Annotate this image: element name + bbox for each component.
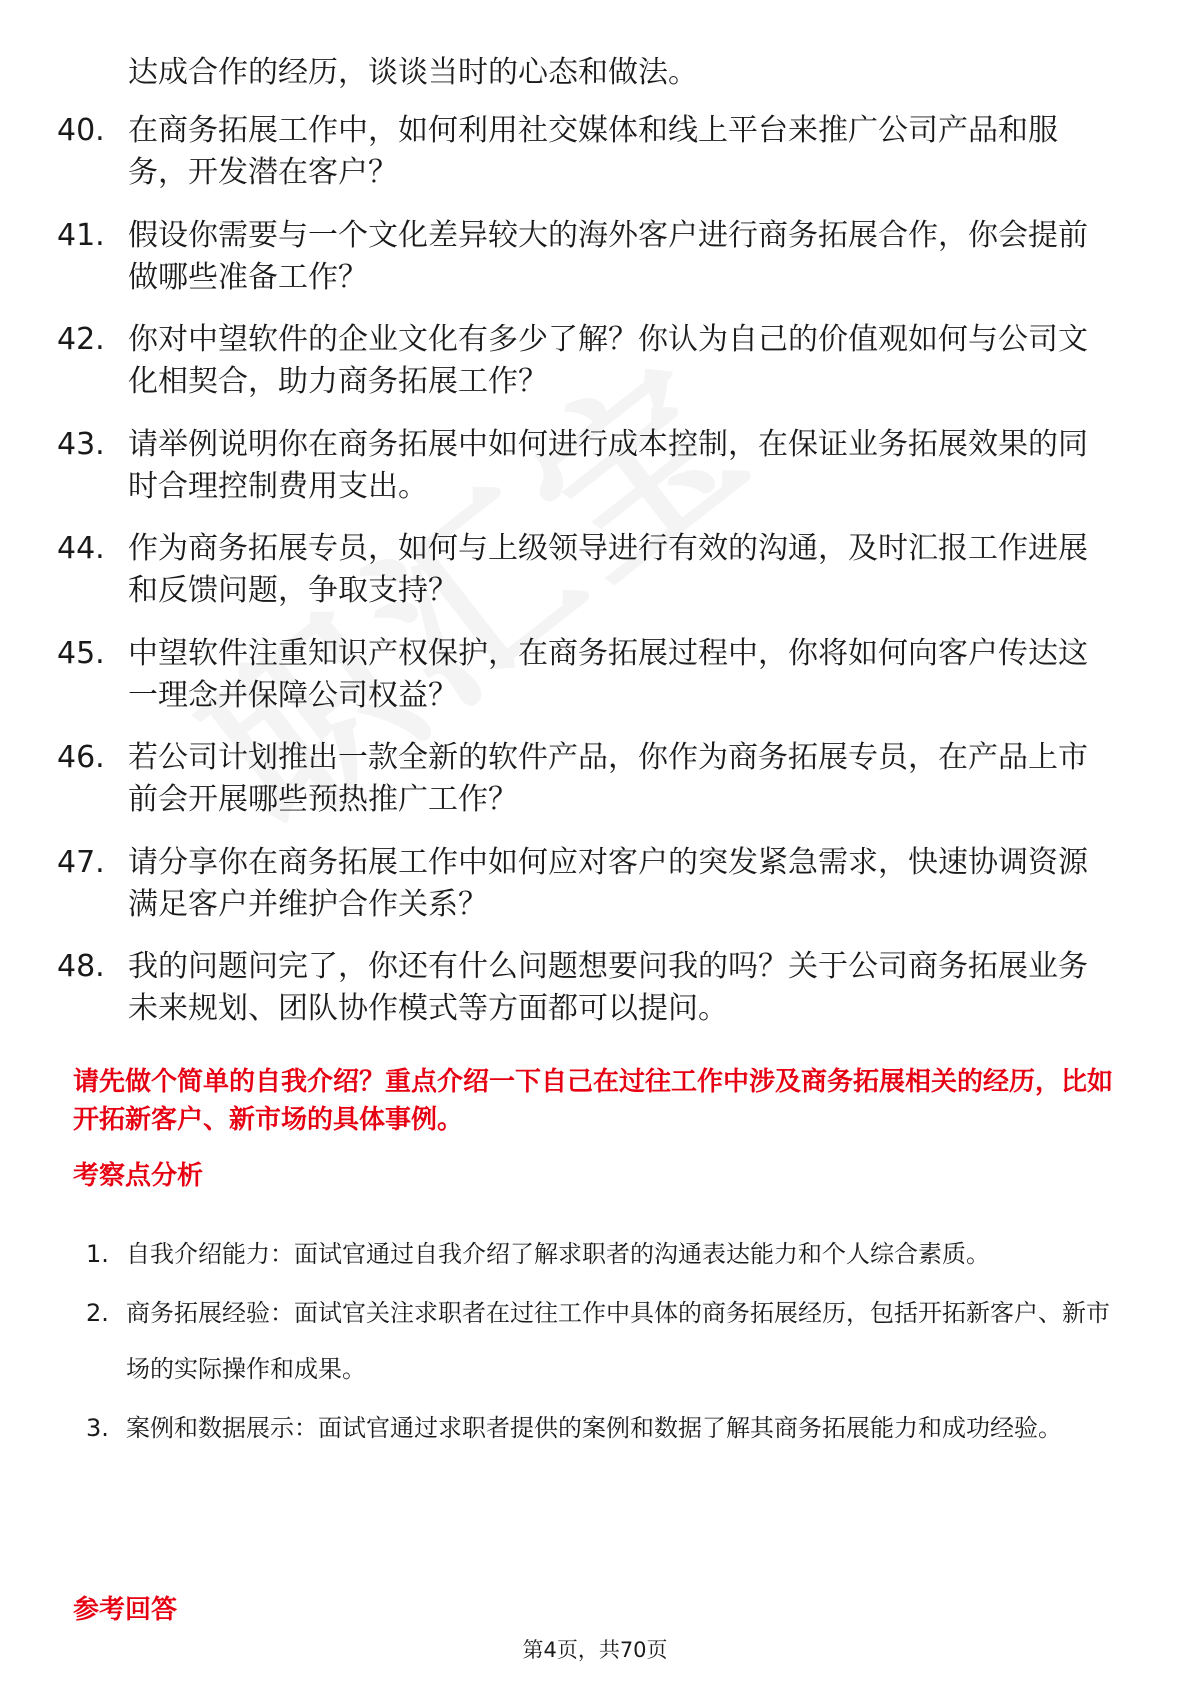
- highlight-question: 请先做个简单的自我介绍？重点介绍一下自己在过往工作中涉及商务拓展相关的经历，比如开拓新客户、新市场的具体事例。: [73, 1067, 1114, 1135]
- question-list: [57, 110, 1117, 1051]
- question-item: [57, 110, 1117, 194]
- question-number: 44.: [57, 531, 105, 566]
- analysis-item: [86, 1285, 1131, 1397]
- question-number: 48.: [57, 949, 105, 984]
- question-item: [57, 633, 1117, 717]
- question-item: [57, 842, 1117, 926]
- question-item: [57, 528, 1117, 612]
- question-text: 你对中望软件的企业文化有多少了解？你认为自己的价值观如何与公司文化相契合，助力商务拓展工作？: [128, 322, 1088, 399]
- question-text: 请举例说明你在商务拓展中如何进行成本控制，在保证业务拓展效果的同时合理控制费用支出。: [128, 426, 1088, 504]
- question-text: 若公司计划推出一款全新的软件产品，你作为商务拓展专员，在产品上市前会开展哪些预热推广工作？: [128, 740, 1088, 817]
- analysis-number: 3.: [86, 1414, 109, 1442]
- analysis-item: [86, 1400, 1131, 1456]
- page-number-footer: 第4页，共70页: [522, 1638, 668, 1662]
- question-number: 42.: [57, 322, 105, 357]
- question-text: 在商务拓展工作中，如何利用社交媒体和线上平台来推广公司产品和服务，开发潜在客户？: [128, 113, 1058, 190]
- question-text: 我的问题问完了，你还有什么问题想要问我的吗？关于公司商务拓展业务未来规划、团队协作模式等方面都可以提问。: [128, 949, 1088, 1026]
- analysis-text: 案例和数据展示：面试官通过求职者提供的案例和数据了解其商务拓展能力和成功经验。: [126, 1414, 1062, 1442]
- question-item: [57, 737, 1117, 821]
- question-item: [57, 424, 1117, 508]
- question-item: [57, 319, 1117, 403]
- analysis-number: 1.: [86, 1240, 109, 1268]
- analysis-text: 商务拓展经验：面试官关注求职者在过往工作中具体的商务拓展经历，包括开拓新客户、新市场的实际操作和成果。: [126, 1299, 1110, 1383]
- question-continuation: 达成合作的经历，谈谈当时的心态和做法。: [128, 55, 698, 90]
- analysis-text: 自我介绍能力：面试官通过自我介绍了解求职者的沟通表达能力和个人综合素质。: [126, 1240, 990, 1268]
- question-number: 47.: [57, 844, 105, 880]
- question-text: 中望软件注重知识产权保护，在商务拓展过程中，你将如何向客户传达这一理念并保障公司权益？: [128, 635, 1088, 713]
- question-number: 40.: [57, 113, 105, 148]
- question-text: 假设你需要与一个文化差异较大的海外客户进行商务拓展合作，你会提前做哪些准备工作？: [128, 217, 1088, 295]
- question-item: [57, 215, 1117, 299]
- question-number: 46.: [57, 740, 105, 775]
- analysis-item: [86, 1226, 1131, 1282]
- question-number: 45.: [57, 635, 105, 671]
- question-text: 作为商务拓展专员，如何与上级领导进行有效的沟通，及时汇报工作进展和反馈问题，争取支持？: [128, 531, 1088, 608]
- question-number: 43.: [57, 426, 105, 462]
- question-text: 请分享你在商务拓展工作中如何应对客户的突发紧急需求，快速协调资源满足客户并维护合作关系？: [128, 844, 1088, 922]
- analysis-list: [86, 1226, 1131, 1459]
- reference-answer-heading: 参考回答: [73, 1595, 178, 1625]
- analysis-number: 2.: [86, 1299, 109, 1327]
- question-item: [57, 946, 1117, 1030]
- question-number: 41.: [57, 217, 105, 253]
- analysis-heading: 考察点分析: [73, 1161, 204, 1191]
